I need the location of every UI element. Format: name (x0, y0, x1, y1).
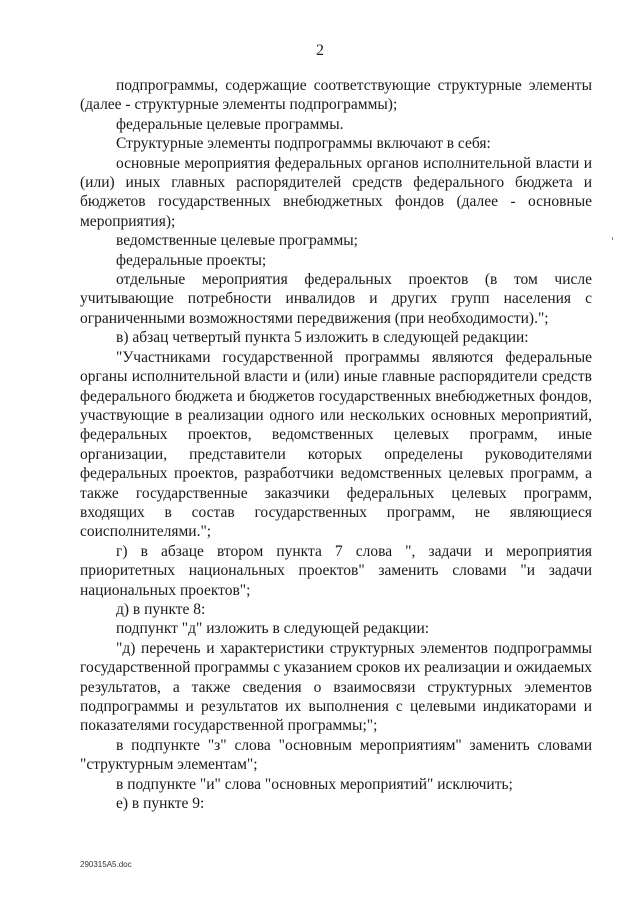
paragraph: в подпункте "з" слова "основным мероприятиям" заменить словами "структурным элементам"; (80, 736, 592, 774)
document-body (80, 76, 592, 813)
margin-mark (612, 237, 613, 240)
page-number: 2 (316, 42, 324, 59)
paragraph: подпункт "д" изложить в следующей редакции: (116, 620, 430, 638)
paragraph: ведомственные целевые программы; (116, 232, 358, 250)
paragraph: "д) перечень и характеристики структурных элементов подпрограммы государственной программы с указанием сроков их реализации и ожидаемых результатов, а также сведения о взаимосвязи структурных элементов подпрограммы и результатов их выполнения с целевыми индикаторами и показателями государственной программы;"; (80, 639, 592, 735)
paragraph: федеральные целевые программы. (116, 115, 344, 133)
paragraph: г) в абзаце втором пункта 7 слова ", задачи и мероприятия приоритетных национальных проектов" заменить словами "и задачи национальных проектов"; (80, 542, 592, 599)
paragraph: в подпункте "и" слова "основных мероприятий" исключить; (116, 775, 513, 793)
paragraph: е) в пункте 9: (116, 795, 205, 813)
paragraph: в) абзац четвертый пункта 5 изложить в следующей редакции: (116, 329, 529, 347)
paragraph: д) в пункте 8: (116, 600, 206, 618)
footer-file-code: 290315A5.doc (80, 860, 132, 869)
paragraph: "Участниками государственной программы являются федеральные органы исполнительной власти и (или) иные главные распорядители средств федерального бюджета и бюджетов государственных внебюджетных фондов, участвующие в реализации одного или нескольких основных мероприятий, федеральных проектов, ведомственных целевых программ, иные организации, представители которых определены руководителями федеральных проектов, разработчики ведомственных целевых программ, а также государственные заказчики федеральных целевых программ, входящих в состав государственных программ, не являющиеся соисполнителями."; (80, 348, 592, 541)
paragraph: основные мероприятия федеральных органов исполнительной власти и (или) иных главных распорядителей средств федерального бюджета и бюджетов государственных внебюджетных фондов (далее - основные мероприятия); (80, 154, 592, 230)
paragraph: подпрограммы, содержащие соответствующие структурные элементы (далее - структурные элементы подпрограммы); (80, 77, 592, 114)
paragraph: Структурные элементы подпрограммы включают в себя: (116, 135, 491, 153)
paragraph: федеральные проекты; (116, 251, 267, 269)
paragraph: отдельные мероприятия федеральных проектов (в том числе учитывающие потребности инвалидов и других групп населения с ограниченными возможностями передвижения (при необходимости)."; (80, 271, 592, 327)
